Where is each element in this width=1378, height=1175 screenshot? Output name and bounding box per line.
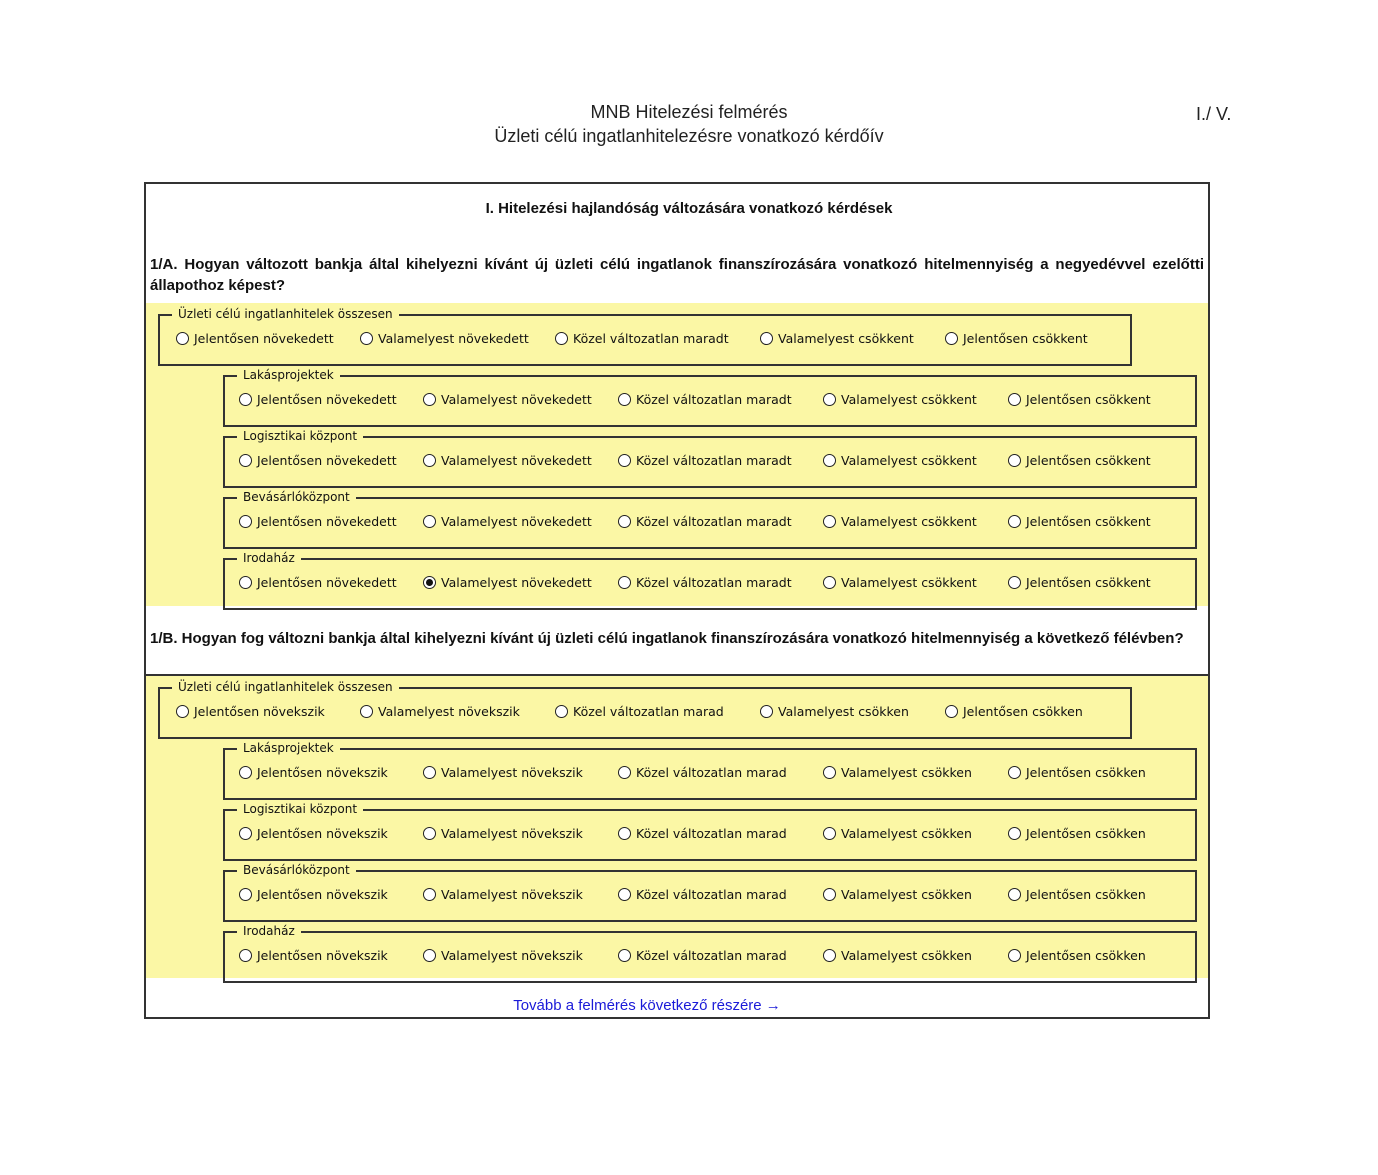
question-1a: 1/A. Hogyan változott bankja által kihelyezni kívánt új üzleti célú ingatlanok finanszírozására vonatkozó hitelmennyiség a negyedévvel ezelőtti állapothoz képest? [150,256,1204,294]
radio-option-jelentosen-novekszik[interactable] [239,762,388,782]
survey-form-frame [144,182,1210,1019]
radio-option-label: Közel változatlan marad [636,886,787,902]
radio-option-jelentosen-csokken[interactable] [945,701,1083,721]
radio-option-valamelyest-novekedett[interactable] [423,389,592,409]
radio-selected-dot [426,579,433,586]
radio-option-kozel-valtozatlan-marad[interactable] [618,884,787,904]
radio-button[interactable] [618,888,631,901]
radio-option-label: Valamelyest csökkent [841,513,977,529]
radio-option-label: Valamelyest csökkent [841,391,977,407]
radio-option-jelentosen-csokkent[interactable] [1008,572,1151,592]
radio-button[interactable] [618,949,631,962]
radio-option-jelentosen-novekszik[interactable] [239,945,388,965]
radio-option-label: Valamelyest növekszik [441,886,583,902]
option-group-legend: Üzleti célú ingatlanhitelek összesen [172,679,399,695]
radio-option-valamelyest-novekszik[interactable] [423,762,583,782]
radio-option-label: Jelentősen növekszik [257,825,388,841]
radio-option-label: Közel változatlan maradt [636,452,792,468]
option-group-legend: Bevásárlóközpont [237,862,356,878]
radio-option-label: Jelentősen növekedett [257,391,397,407]
option-group-bevasarlokozpont [223,490,1197,549]
radio-option-valamelyest-csokken[interactable] [823,884,972,904]
radio-button[interactable] [1008,766,1021,779]
radio-button[interactable] [360,332,373,345]
radio-option-label: Jelentősen növekszik [257,886,388,902]
radio-option-label: Valamelyest csökken [841,764,972,780]
radio-button[interactable] [618,827,631,840]
question-1b-panel [146,674,1208,978]
radio-option-label: Valamelyest növekszik [441,825,583,841]
radio-button[interactable] [239,515,252,528]
option-group-legend: Irodaház [237,550,301,566]
radio-button[interactable] [945,332,958,345]
radio-option-valamelyest-csokkent[interactable] [823,572,977,592]
radio-option-valamelyest-novekszik[interactable] [423,884,583,904]
radio-option-label: Valamelyest csökkent [778,330,914,346]
radio-option-kozel-valtozatlan-maradt[interactable] [618,511,792,531]
radio-option-valamelyest-novekedett[interactable] [360,328,529,348]
radio-button[interactable] [176,705,189,718]
radio-button[interactable] [239,454,252,467]
section-heading: I. Hitelezési hajlandóság változására vonatkozó kérdések [485,200,893,217]
survey-subtitle: Üzleti célú ingatlanhitelezésre vonatkozó kérdőív [494,126,884,146]
radio-option-jelentosen-csokken[interactable] [1008,945,1146,965]
radio-option-jelentosen-novekedett[interactable] [239,450,397,470]
radio-option-label: Jelentősen csökkent [963,330,1088,346]
radio-option-valamelyest-novekszik[interactable] [360,701,520,721]
radio-button[interactable] [823,515,836,528]
radio-option-label: Valamelyest csökken [841,947,972,963]
radio-button[interactable] [360,705,373,718]
radio-button[interactable] [423,949,436,962]
option-group-lakasprojektek [223,741,1197,800]
radio-option-label: Jelentősen csökken [1026,947,1146,963]
radio-option-valamelyest-novekedett[interactable] [423,572,592,592]
radio-option-jelentosen-csokkent[interactable] [1008,511,1151,531]
radio-option-label: Valamelyest növekedett [378,330,529,346]
option-group-legend: Logisztikai központ [237,428,363,444]
radio-button[interactable] [239,393,252,406]
radio-option-label: Valamelyest csökken [841,825,972,841]
option-group-legend: Lakásprojektek [237,367,340,383]
radio-option-jelentosen-csokkent[interactable] [1008,450,1151,470]
radio-button[interactable] [239,949,252,962]
radio-button[interactable] [423,515,436,528]
radio-option-jelentosen-csokkent[interactable] [1008,389,1151,409]
radio-option-jelentosen-csokken[interactable] [1008,884,1146,904]
radio-button[interactable] [555,332,568,345]
radio-button[interactable] [618,576,631,589]
radio-option-kozel-valtozatlan-marad[interactable] [618,823,787,843]
radio-button[interactable] [618,766,631,779]
radio-button[interactable] [823,949,836,962]
radio-option-label: Valamelyest növekszik [441,764,583,780]
option-group-legend: Irodaház [237,923,301,939]
option-group-uzleti-celu-ingatlanhitelek-osszesen [158,680,1132,739]
radio-button[interactable] [423,766,436,779]
option-group-legend: Bevásárlóközpont [237,489,356,505]
radio-option-jelentosen-novekedett[interactable] [176,328,334,348]
radio-option-label: Közel változatlan marad [636,947,787,963]
radio-option-label: Valamelyest csökkent [841,452,977,468]
radio-option-label: Jelentősen csökkent [1026,391,1151,407]
radio-option-label: Valamelyest növekedett [441,391,592,407]
radio-option-valamelyest-csokken[interactable] [823,945,972,965]
radio-option-label: Valamelyest csökken [841,886,972,902]
radio-button[interactable] [823,766,836,779]
radio-option-jelentosen-csokkent[interactable] [945,328,1088,348]
radio-button[interactable] [823,393,836,406]
radio-button[interactable] [239,576,252,589]
next-section-link-label: Tovább a felmérés következő részére → [513,997,781,1014]
radio-option-label: Valamelyest növekedett [441,574,592,590]
radio-button[interactable] [1008,888,1021,901]
radio-button[interactable] [1008,393,1021,406]
radio-option-kozel-valtozatlan-maradt[interactable] [618,572,792,592]
radio-option-label: Közel változatlan marad [636,825,787,841]
radio-option-label: Jelentősen csökkent [1026,452,1151,468]
question-1b: 1/B. Hogyan fog változni bankja által kihelyezni kívánt új üzleti célú ingatlanok finanszírozására vonatkozó hitelmennyiség a következő félévben? [150,630,1184,647]
radio-button[interactable] [239,766,252,779]
radio-option-label: Közel változatlan maradt [573,330,729,346]
radio-button[interactable] [760,705,773,718]
radio-option-label: Jelentősen csökkent [1026,513,1151,529]
radio-button[interactable] [1008,454,1021,467]
radio-option-valamelyest-novekszik[interactable] [423,823,583,843]
radio-option-label: Valamelyest növekedett [441,513,592,529]
radio-option-valamelyest-csokkent[interactable] [823,511,977,531]
option-group-legend: Lakásprojektek [237,740,340,756]
radio-option-kozel-valtozatlan-maradt[interactable] [618,389,792,409]
option-group-logisztikai-kozpont [223,802,1197,861]
option-group-logisztikai-kozpont [223,429,1197,488]
radio-button[interactable] [555,705,568,718]
option-group-bevasarlokozpont [223,863,1197,922]
radio-option-label: Jelentősen növekedett [194,330,334,346]
radio-option-label: Közel változatlan marad [573,703,724,719]
radio-option-label: Jelentősen növekedett [257,452,397,468]
radio-button[interactable] [823,888,836,901]
radio-button[interactable] [1008,827,1021,840]
radio-option-valamelyest-novekszik[interactable] [423,945,583,965]
radio-button[interactable] [176,332,189,345]
radio-button[interactable] [239,827,252,840]
radio-button[interactable] [823,454,836,467]
radio-option-jelentosen-novekedett[interactable] [239,511,397,531]
radio-button[interactable] [945,705,958,718]
option-group-irodahaz [223,924,1197,983]
radio-option-jelentosen-novekszik[interactable] [239,884,388,904]
radio-button[interactable] [618,393,631,406]
radio-button[interactable] [239,888,252,901]
radio-option-valamelyest-csokkent[interactable] [823,450,977,470]
option-group-irodahaz [223,551,1197,610]
radio-option-jelentosen-novekedett[interactable] [239,389,397,409]
radio-button[interactable] [618,515,631,528]
radio-option-label: Valamelyest csökken [778,703,909,719]
radio-option-label: Valamelyest növekedett [441,452,592,468]
radio-option-jelentosen-csokken[interactable] [1008,823,1146,843]
radio-option-label: Közel változatlan marad [636,764,787,780]
page-indicator: I./ V. [1196,104,1232,124]
radio-button[interactable] [423,888,436,901]
option-group-legend: Logisztikai központ [237,801,363,817]
next-section-link[interactable] [146,997,1208,1014]
radio-option-label: Jelentősen csökken [1026,764,1146,780]
radio-button[interactable] [423,576,436,589]
radio-option-jelentosen-novekszik[interactable] [239,823,388,843]
radio-button[interactable] [1008,576,1021,589]
radio-button[interactable] [423,827,436,840]
radio-option-label: Jelentősen növekszik [194,703,325,719]
radio-option-jelentosen-novekedett[interactable] [239,572,397,592]
radio-button[interactable] [1008,949,1021,962]
radio-button[interactable] [1008,515,1021,528]
radio-option-label: Jelentősen csökken [1026,825,1146,841]
radio-option-label: Jelentősen csökkent [1026,574,1151,590]
radio-option-label: Jelentősen csökken [1026,886,1146,902]
survey-title: MNB Hitelezési felmérés [590,102,788,122]
radio-option-kozel-valtozatlan-maradt[interactable] [618,450,792,470]
radio-button[interactable] [423,393,436,406]
radio-option-jelentosen-novekszik[interactable] [176,701,325,721]
radio-option-label: Közel változatlan maradt [636,513,792,529]
radio-option-label: Valamelyest növekszik [378,703,520,719]
option-group-lakasprojektek [223,368,1197,427]
radio-option-label: Jelentősen csökken [963,703,1083,719]
question-1a-panel [146,303,1208,606]
radio-option-label: Jelentősen növekszik [257,764,388,780]
radio-option-kozel-valtozatlan-marad[interactable] [618,945,787,965]
radio-option-jelentosen-csokken[interactable] [1008,762,1146,782]
radio-option-valamelyest-novekedett[interactable] [423,450,592,470]
radio-button[interactable] [823,576,836,589]
option-group-uzleti-celu-ingatlanhitelek-osszesen [158,307,1132,366]
radio-option-valamelyest-csokkent[interactable] [760,328,914,348]
radio-option-label: Jelentősen növekszik [257,947,388,963]
radio-option-label: Jelentősen növekedett [257,574,397,590]
radio-option-valamelyest-novekedett[interactable] [423,511,592,531]
radio-button[interactable] [423,454,436,467]
radio-option-label: Közel változatlan maradt [636,574,792,590]
radio-option-kozel-valtozatlan-marad[interactable] [555,701,724,721]
radio-option-label: Közel változatlan maradt [636,391,792,407]
radio-button[interactable] [823,827,836,840]
radio-option-valamelyest-csokken[interactable] [823,762,972,782]
radio-option-valamelyest-csokkent[interactable] [823,389,977,409]
option-group-legend: Üzleti célú ingatlanhitelek összesen [172,306,399,322]
radio-option-label: Valamelyest növekszik [441,947,583,963]
radio-button[interactable] [618,454,631,467]
radio-option-kozel-valtozatlan-maradt[interactable] [555,328,729,348]
radio-option-valamelyest-csokken[interactable] [823,823,972,843]
radio-option-label: Jelentősen növekedett [257,513,397,529]
radio-option-label: Valamelyest csökkent [841,574,977,590]
radio-option-kozel-valtozatlan-marad[interactable] [618,762,787,782]
radio-button[interactable] [760,332,773,345]
radio-option-valamelyest-csokken[interactable] [760,701,909,721]
